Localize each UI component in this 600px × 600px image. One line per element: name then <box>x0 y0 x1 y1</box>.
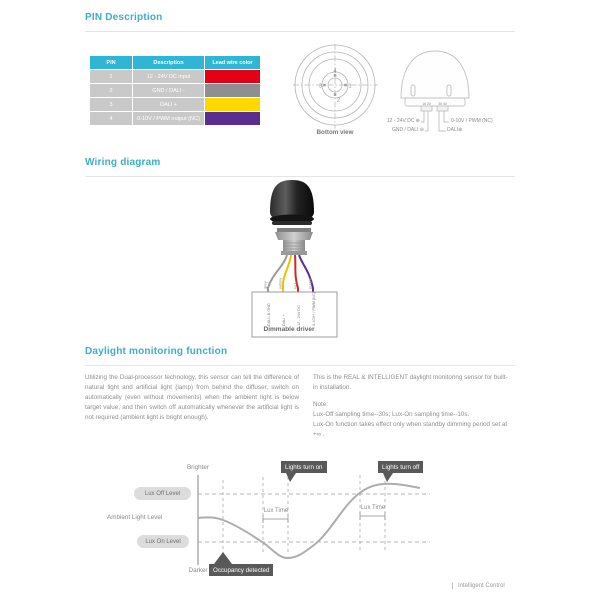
daylight-monitoring-title: Daylight monitoring function <box>85 346 228 357</box>
lights-turn-off-callout: Lights turn off <box>378 461 423 473</box>
lights-turn-on-pointer <box>286 473 296 482</box>
lux-off-level-pill: Lux Off Level <box>134 487 191 500</box>
lux-on-level-pill: Lux On Level <box>137 535 189 548</box>
bottom-view-pin-2: 2 <box>336 97 341 104</box>
wire-color-swatch-grey <box>205 84 260 97</box>
mount-lock-ring <box>281 251 307 255</box>
description-cell: 0-10V / PWM output (NC) <box>133 112 204 125</box>
pin-cell: 2 <box>90 84 132 97</box>
footer-brand-label: Intelligent Control <box>452 583 505 589</box>
leader-line-pin1 <box>421 111 424 122</box>
lux-time-label-1: Lux Time <box>263 508 289 514</box>
wire-color-label-yellow: yellow <box>277 277 283 289</box>
pin-cell: 3 <box>90 98 132 111</box>
terminal-block-left <box>421 106 432 111</box>
wire-color-swatch-red <box>205 70 260 83</box>
pin-marks-right: 3# 4# <box>438 102 447 106</box>
daylight-left-paragraph: Utilizing the Dual-processor technology, this sensor can tell the difference of natural light and artificial light (lamp) from behind the diffuser, switch on automatically (even without movements) when the ambient light is below target value, and then switch off automatically whenever the artificial light is not required (ambient light is bright enough). <box>85 374 299 421</box>
pin-table-header-description: Description <box>133 56 204 69</box>
daylight-right-paragraph: This is the REAL & INTELLIGENT daylight monitoring sensor for built-in installation. <box>313 374 508 391</box>
pin-tick-4 <box>334 74 337 77</box>
lux-time1-bracket <box>263 515 288 523</box>
wiring-illustration <box>230 178 375 344</box>
note-line-1: Lux-Off sampling time--30s; Lux-On sampling time--10s. <box>313 411 470 418</box>
sensor-skirt <box>272 221 312 225</box>
leader-line-pin3 <box>439 111 446 131</box>
dimmable-driver-label: Dimmable driver <box>263 326 315 333</box>
wire-color-label-purple: purple <box>307 277 313 289</box>
section-divider <box>85 365 515 366</box>
description-cell: 12 - 24V DC input <box>133 70 204 83</box>
mount-hex-nut <box>275 232 313 240</box>
side-view-diagram <box>393 46 508 138</box>
description-cell: GND / DALI - <box>133 84 204 97</box>
note-line-2: Lux-On function takes effect only when standby dimming period set at +∞ . <box>313 421 508 438</box>
lights-turn-off-pointer <box>383 473 393 482</box>
wire-color-swatch-purple <box>205 112 260 125</box>
darker-label: Darker <box>188 567 208 574</box>
leader-line-pin4 <box>444 111 449 122</box>
lux-time2-bracket <box>360 512 385 520</box>
terminal-label-pwm: 0-10V+ / PWM (NC) <box>312 292 316 326</box>
side-view-label-dali-plus: DALI⊕ <box>447 127 463 133</box>
side-view-label-gnd-dali: GND / DALI ⊖ <box>392 127 424 133</box>
bottom-view-caption: Bottom view <box>316 129 354 136</box>
ambient-light-level-label: Ambient Light Level <box>107 514 163 521</box>
section-divider <box>85 31 515 32</box>
bottom-view-pin-1: 1 <box>348 83 352 90</box>
terminal-label-dali-plus: DALI + <box>282 314 286 326</box>
side-view-label-pwm: 0-10V / PWM (NC) <box>451 118 493 124</box>
bottom-view-diagram <box>293 44 379 130</box>
bottom-view-pin-4: 4 <box>333 68 337 75</box>
pin-tick-1 <box>344 84 347 87</box>
mount-collar <box>277 228 311 232</box>
side-view-label-dc-input: 12 - 24V DC ⊕ <box>386 118 420 124</box>
terminal-label-dali-gnd: DALI- & GND <box>267 303 271 326</box>
lights-turn-on-callout: Lights turn on <box>281 461 327 473</box>
daylight-chart <box>100 455 505 590</box>
leader-line-pin2 <box>425 111 428 131</box>
pin-table-header-pin: PIN <box>90 56 132 69</box>
occupancy-pointer <box>214 552 232 564</box>
bottom-view-pin-3: 3 <box>318 83 323 90</box>
note-label: Note: <box>313 401 329 408</box>
wiring-diagram-title: Wiring diagram <box>85 157 161 168</box>
description-cell: DALI + <box>133 98 204 111</box>
pin-cell: 4 <box>90 112 132 125</box>
occupancy-detected-callout: Occupancy detected <box>209 564 273 576</box>
lux-time-label-2: Lux Time <box>360 505 386 511</box>
terminal-block-right <box>437 106 448 111</box>
terminal-label-dc: 12 - 24V DC <box>297 305 301 326</box>
pin-tick-2 <box>334 93 337 96</box>
pin-cell: 1 <box>90 70 132 83</box>
sensor-base <box>405 98 465 106</box>
pin-table-header-lead-wire-color: Lead wire color <box>205 56 260 69</box>
pin-description-title: PIN Description <box>85 12 163 23</box>
brighter-label: Brighter <box>186 464 210 471</box>
section-divider <box>85 176 515 177</box>
pin-marks-left: 1# 2# <box>422 102 431 106</box>
wire-color-swatch-yellow <box>205 98 260 111</box>
wire-color-label-red: red <box>292 283 298 289</box>
pin-table <box>90 56 260 125</box>
ambient-light-curve <box>198 484 420 558</box>
pin-tick-3 <box>323 84 326 87</box>
wire-color-label-grey: grey <box>262 281 268 289</box>
